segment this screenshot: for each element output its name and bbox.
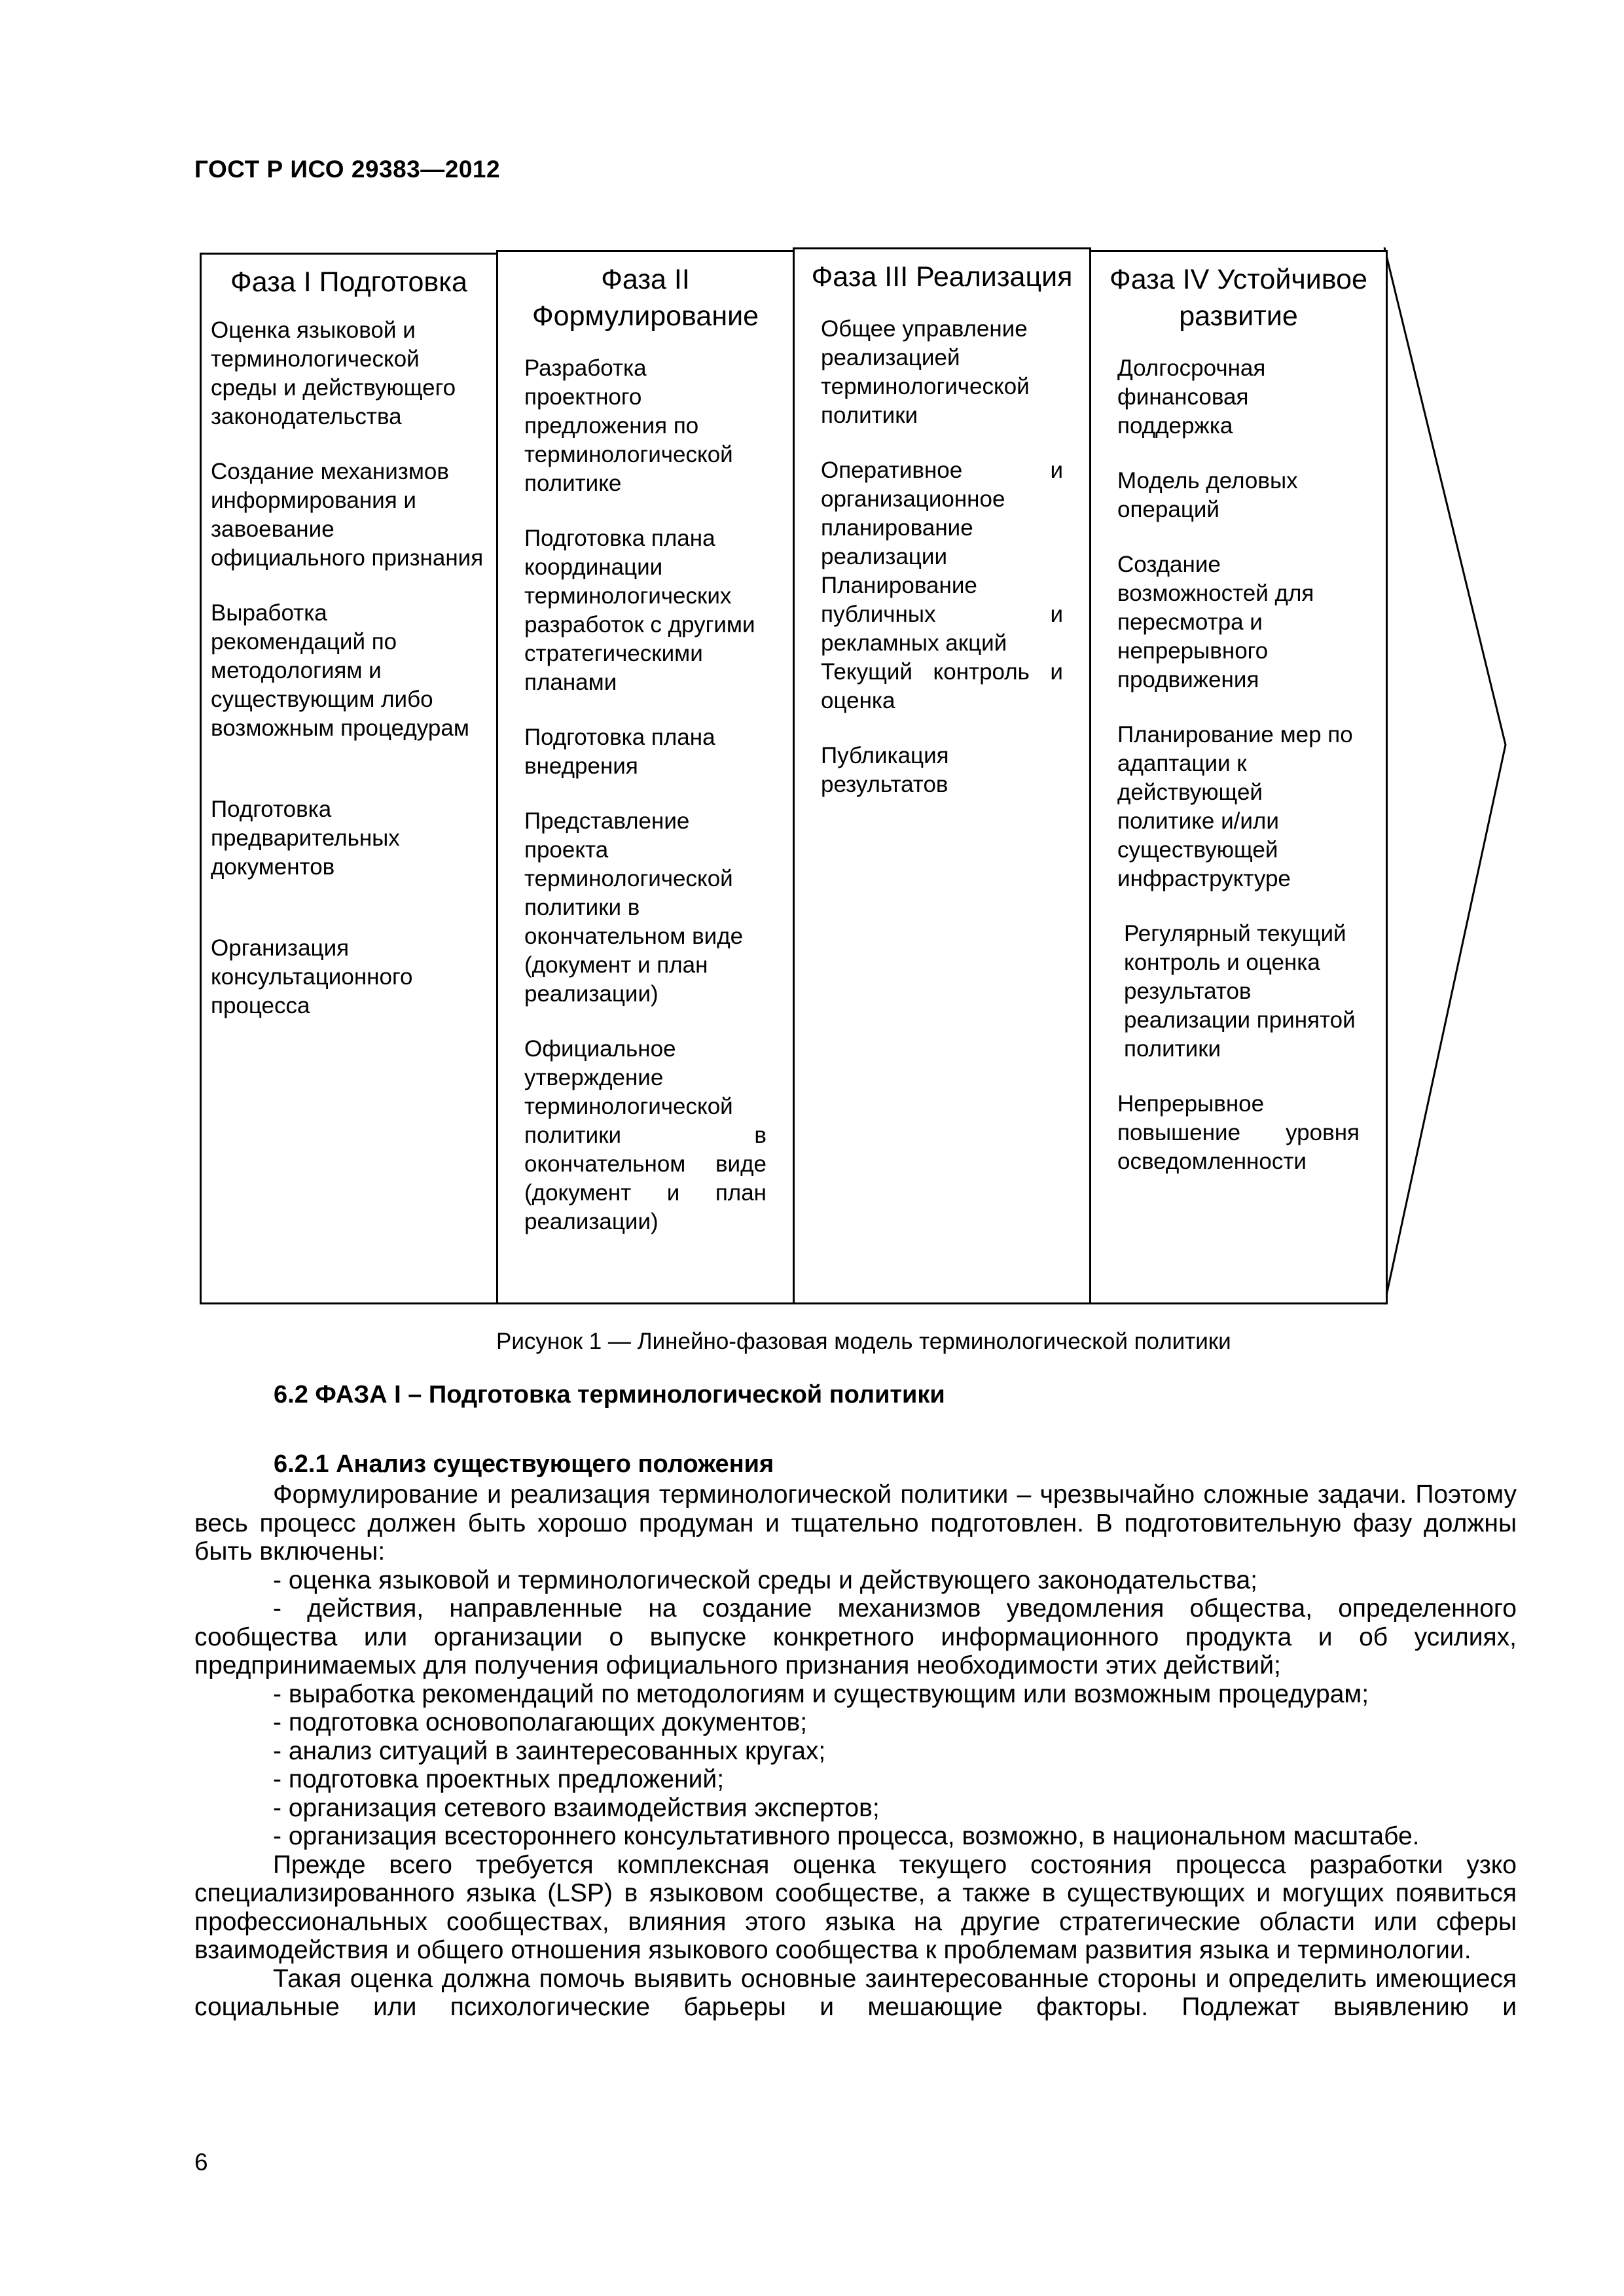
phase-items [1091,354,1386,1176]
bullet-item: - подготовка проектных предложений; [273,1765,725,1793]
phase-item: Организация консультационного процесса [211,935,413,1018]
bullet-item: - организация сетевого взаимодействия экспертов; [273,1793,880,1822]
phase-item: Регулярный текущий контроль и оценка результатов реализации принятой политики [1124,921,1356,1062]
body-text [194,1480,1517,2022]
phase-item: Создание возможностей для пересмотра и непрерывного продвижения [1117,552,1314,692]
paragraph: Формулирование и реализация терминологической политики – чрезвычайно сложные задачи. Поэтому весь процесс должен быть хорошо продуман и тщательно подготовлен. В подготовительную фазу должны быть включены: [194,1480,1517,1566]
phase-item: Публикация результатов [821,743,949,797]
page-number: 6 [194,2149,208,2176]
phase-item: Подготовка плана координации терминологических разработок с другими стратегическими планами [524,526,755,695]
phase-title: Фаза IV Устойчивое развитие [1110,264,1367,332]
phase-item: Текущий контроль и оценка [821,659,1063,713]
section-heading: 6.2 ФАЗА I – Подготовка терминологической политики [274,1381,945,1408]
phase-item: Создание механизмов информирования и завоевание официального признания [211,459,484,571]
phase-items [795,315,1089,799]
phase-box-2 [496,250,795,1304]
phase-item: Оценка языковой и терминологической среды и действующего законодательства [211,317,456,429]
paragraph: Прежде всего требуется комплексная оценка текущего состояния процесса разработки узко специализированного языка (LSP) в языковом сообществе, а также в существующих и могущих появиться профессиональных сообществах, влияния этого языка на другие стратегические области или сферы взаимодействия и общего отношения языкового сообщества к проблемам развития языка и терминологии. [194,1850,1517,1964]
phase-title: Фаза II Формулирование [532,264,759,332]
phase-items [498,354,793,1236]
bullet-item: - оценка языковой и терминологической среды и действующего законодательства; [273,1566,1257,1594]
phase-item: Выработка рекомендаций по методологиям и существующим либо возможным процедурам [211,600,469,741]
phase-item: Непрерывное повышение уровня осведомленности [1117,1091,1360,1174]
phase-items [202,316,496,1020]
phase-item: Планирование публичных и рекламных акций [821,573,1063,656]
phase-item: Оперативное и организационное планирование реализации [821,457,1063,569]
phase-item: Долгосрочная финансовая поддержка [1117,355,1266,439]
bullet-item: - организация всестороннего консультативного процесса, возможно, в национальном масштабе. [273,1822,1420,1850]
phase-title: Фаза III Реализация [811,261,1073,293]
phase-item: Общее управление реализацией терминологической политики [821,316,1030,428]
phase-item: Модель деловых операций [1117,468,1298,522]
subsection-heading: 6.2.1 Анализ существующего положения [274,1450,774,1478]
paragraph: Такая оценка должна помочь выявить основные заинтересованные стороны и определить имеющиеся социальные или психологические барьеры и мешающие факторы. Подлежат выявлению и [194,1964,1517,2021]
bullet-item: - действия, направленные на создание механизмов уведомления общества, определенного сообщества или организации о выпуске конкретного информационного продукта и об усилиях, предпринимаемых для получения официального признания необходимости этих действий; [194,1594,1517,1679]
phase-item: Официальное утверждение терминологической политики в окончательном виде (документ и план реализации) [524,1036,767,1234]
phase-item: Планирование мер по адаптации к действующей политике и/или существующей инфраструктуре [1117,722,1353,891]
phase-item: Подготовка предварительных документов [211,797,400,880]
phase-item: Представление проекта терминологической политики в окончательном виде (документ и план реализации) [524,808,744,1007]
bullet-item: - анализ ситуаций в заинтересованных кругах; [273,1736,826,1765]
phase-item: Разработка проектного предложения по терминологической политике [524,355,733,496]
phase-item: Подготовка плана внедрения [524,725,715,779]
phase-box-3 [793,247,1091,1304]
bullet-item: - выработка рекомендаций по методологиям и существующим или возможным процедурам; [273,1679,1369,1708]
phase-box-1 [200,253,498,1304]
phase-box-4 [1089,250,1388,1304]
phase-title: Фаза I Подготовка [230,266,467,298]
phase-diagram [200,247,1509,1308]
bullet-item: - подготовка основополагающих документов; [273,1708,808,1736]
figure-caption: Рисунок 1 — Линейно-фазовая модель терминологической политики [496,1329,1231,1354]
document-header: ГОСТ Р ИСО 29383—2012 [194,156,501,183]
